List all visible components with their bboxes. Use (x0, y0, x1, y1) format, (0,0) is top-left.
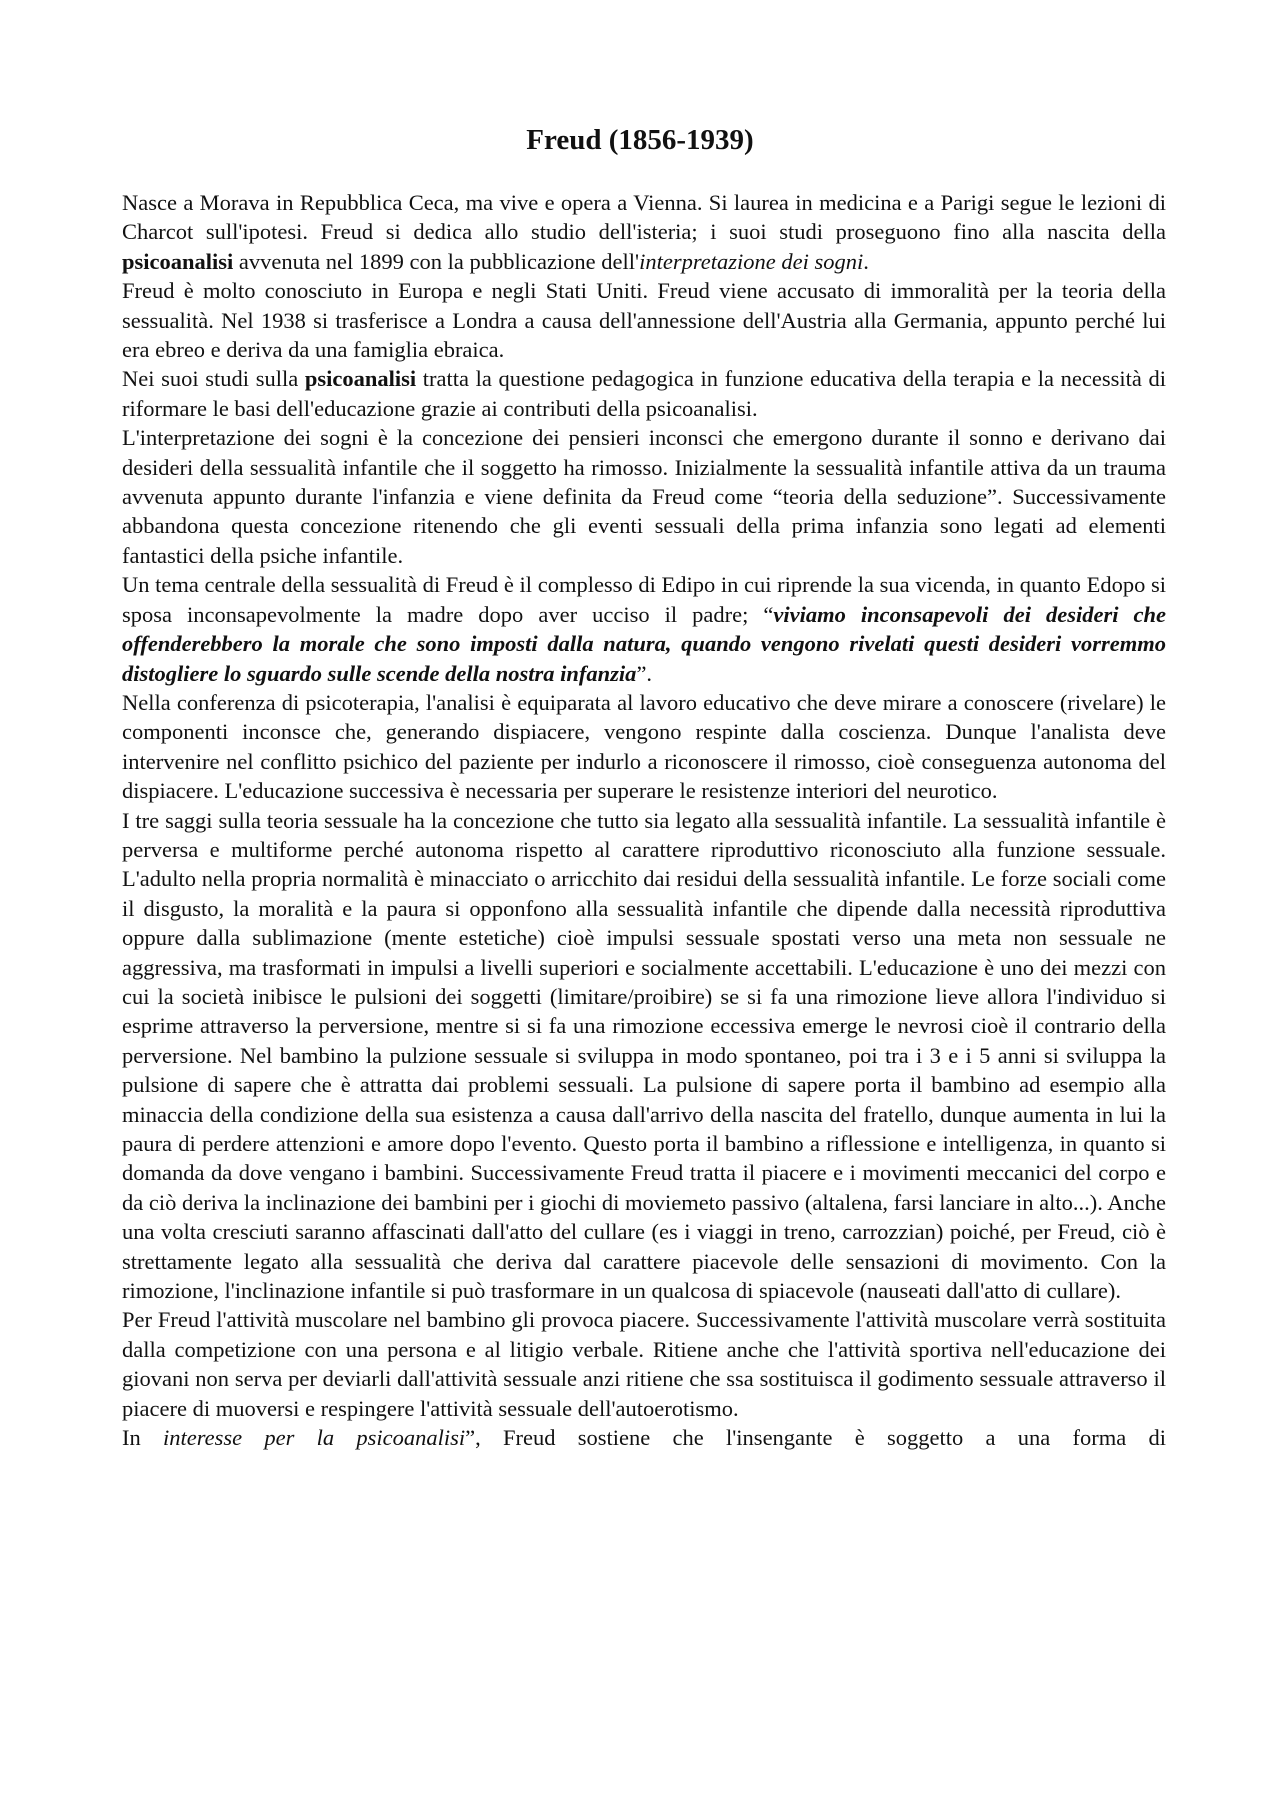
italic-text: interpretazione dei sogni (639, 248, 864, 274)
paragraph-5 (122, 570, 1166, 688)
text-run: L'interpretazione dei sogni è la concezione dei pensieri inconsci che emergono durante il sonno e derivano dai desideri della sessualità infantile che il soggetto ha rimosso. Inizialmente la sessualità infantile attiva da un trauma avvenuta appunto durante l'infanzia e viene definita da Freud come “teoria della seduzione”. Successivamente abbandona questa concezione ritenendo che gli eventi sessuali della prima infanzia sono legati ad elementi fantastici della psiche infantile. (122, 425, 1166, 568)
bold-text: psicoanalisi (304, 366, 417, 392)
page-title: Freud (1856-1939) (526, 124, 754, 156)
paragraph-2 (122, 276, 1166, 364)
text-run: ”, Freud sostiene che l'insengante è soggetto a una forma di (465, 1425, 1166, 1451)
text-run: Nasce a Morava in Repubblica Ceca, ma vive e opera a Vienna. Si laurea in medicina e a Parigi segue le lezioni di Charcot sull'ipotesi. Freud si dedica allo studio dell'isteria; i suoi studi proseguono fino alla nascita della (122, 190, 1166, 245)
text-run: I tre saggi sulla teoria sessuale ha la concezione che tutto sia legato alla sessualità infantile. La sessualità infantile è perversa e multiforme perché autonoma rispetto al carattere riproduttivo riconosciuto alla funzione sessuale. L'adulto nella propria normalità è minacciato o arricchito dai residui della sessualità infantile. Le forze sociali come il disgusto, la moralità e la paura si opponfono alla sessualità infantile che dipende dalla necessità riproduttiva oppure dalla sublimazione (mente estetiche) cioè impulsi sessuale spostati verso una meta non sessuale ne aggressiva, ma trasformati in impulsi a livelli superiori e socialmente accettabili. L'educazione è uno dei mezzi con cui la società inibisce le pulsioni dei soggetti (limitare/proibire) se si fa una rimozione lieve allora l'individuo si esprime attraverso la perversione, mentre si si fa una rimozione eccessiva emerge le nevrosi cioè il contrario della perversione. Nel bambino la pulzione sessuale si sviluppa in modo spontaneo, poi tra i 3 e i 5 anni si sviluppa la pulsione di sapere che è attratta dai problemi sessuali. La pulsione di sapere porta il bambino ad esempio alla minaccia della condizione della sua esistenza a causa dall'arrivo della nascita del fratello, dunque aumenta in lui la paura di perdere attenzioni e amore dopo l'evento. Questo porta il bambino a riflessione e intelligenza, in quanto si domanda da dove vengano i bambini. Successivamente Freud tratta il piacere e i movimenti meccanici del corpo e da ciò deriva la inclinazione dei bambini per i giochi di moviemeto passivo (altalena, farsi lanciare in alto...). Anche una volta cresciuti saranno affascinati dall'atto del cullare (es i viaggi in treno, carrozzian) poiché, per Freud, ciò è strettamente legato alla sessualità che deriva dal carattere piacevole delle sensazioni di movimento. Con la rimozione, l'inclinazione infantile si può trasformare in un qualcosa di spiacevole (nauseati dall'atto di cullare). (122, 807, 1167, 1304)
text-run: tratta la questione pedagogica in funzione educativa della terapia e la necessità di riformare le basi dell'educazione grazie ai contributi della psicoanalisi. (122, 366, 1167, 421)
bold-italic-quote: viviamo inconsapevoli dei desideri che offenderebbero la morale che sono imposti dalla natura, quando vengono rivelati questi desideri vorremmo distogliere lo sguardo sulle scende della nostra infanzia (122, 601, 1166, 686)
text-run: Nei suoi studi sulla (122, 366, 305, 392)
document-body (122, 188, 1166, 1452)
paragraph-1 (122, 188, 1166, 276)
text-run: Nella conferenza di psicoterapia, l'analisi è equiparata al lavoro educativo che deve mirare a conoscere (rivelare) le componenti inconsce che, generando dispiacere, vengono respinte dalla coscienza. Dunque l'analista deve intervenire nel conflitto psichico del paziente per indurlo a riconoscere il rimosso, cioè conseguenza autonoma del dispiacere. L'educazione successiva è necessaria per superare le resistenze interiori del neurotico. (122, 689, 1166, 804)
italic-text: interesse per la psicoanalisi (163, 1425, 466, 1451)
text-run: . (863, 248, 869, 274)
bold-text: psicoanalisi (122, 248, 234, 274)
text-run: Un tema centrale della sessualità di Freud è il complesso di Edipo in cui riprende la sua vicenda, in quanto Edopo si sposa inconsapevolmente la madre dopo aver ucciso il padre; “ (122, 572, 1166, 627)
text-run: In (122, 1425, 163, 1451)
paragraph-8 (122, 1305, 1166, 1423)
text-run: Freud è molto conosciuto in Europa e negli Stati Uniti. Freud viene accusato di immoralità per la teoria della sessualità. Nel 1938 si trasferisce a Londra a causa dell'annessione dell'Austria alla Germania, appunto perché lui era ebreo e deriva da una famiglia ebraica. (122, 278, 1166, 363)
paragraph-6 (122, 688, 1166, 806)
paragraph-7 (122, 806, 1166, 1306)
text-run: avvenuta nel 1899 con la pubblicazione dell' (233, 248, 640, 274)
paragraph-9 (122, 1423, 1166, 1452)
paragraph-4 (122, 423, 1166, 570)
text-run: Per Freud l'attività muscolare nel bambino gli provoca piacere. Successivamente l'attività muscolare verrà sostituita dalla competizione con una persona e al litigio verbale. Ritiene anche che l'attività sportiva nell'educazione dei giovani non serva per deviarli dall'attività sessuale anzi ritiene che ssa sostituisca il godimento sessuale attraverso il piacere di muoversi e respingere l'attività sessuale dell'autoerotismo. (122, 1307, 1166, 1421)
text-run: ”. (636, 660, 653, 686)
paragraph-3 (122, 364, 1166, 423)
